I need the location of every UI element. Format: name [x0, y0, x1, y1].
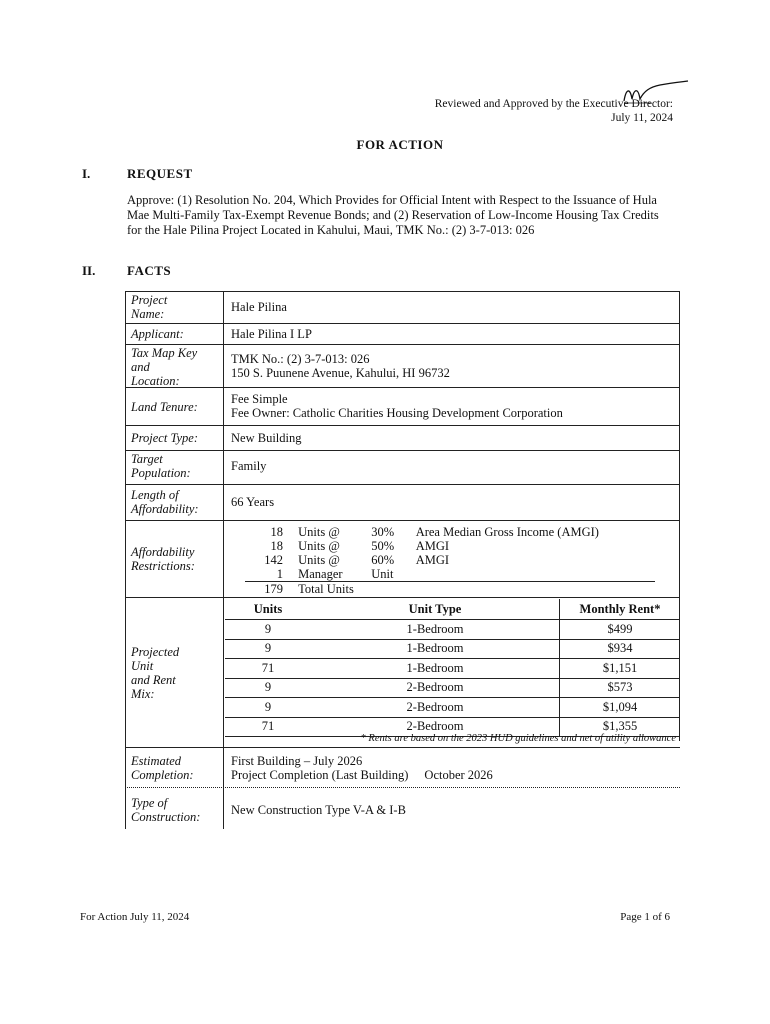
project-type-label: Project Type: — [131, 431, 198, 445]
approval-line: Reviewed and Approved by the Executive Director: — [434, 98, 673, 110]
section-title-request: REQUEST — [127, 166, 193, 181]
monthly-rent-header: Monthly Rent* — [560, 599, 681, 620]
unit-type-cell: 1-Bedroom — [311, 639, 560, 659]
table-row — [225, 620, 680, 640]
unit-type-cell: 2-Bedroom — [311, 698, 560, 718]
unit-type-cell: 1-Bedroom — [311, 659, 560, 679]
rent-cell: $1,094 — [560, 698, 681, 718]
table-row — [225, 698, 680, 718]
signature-icon — [620, 79, 690, 107]
request-body: Approve: (1) Resolution No. 204, Which Provides for Official Intent with Respect to the Issuance of Hula Mae Multi-Family Tax-Exempt Revenue Bonds; and (2) Reservation of Low-Income Housing Tax Credits for the Hale Pilina Project Located in Kahului, Maui, TMK No.: (2) 3-7-013: 026 — [127, 193, 659, 238]
construction-label: Type of Construction: — [131, 796, 201, 824]
applicant-value: Hale Pilina I LP — [231, 327, 312, 341]
facts-table — [125, 291, 680, 829]
unit-type-header: Unit Type — [311, 599, 560, 620]
rent-cell: $934 — [560, 639, 681, 659]
table-row — [225, 659, 680, 679]
units-cell: 9 — [225, 620, 311, 640]
units-cell: 9 — [225, 698, 311, 718]
affordability-row: 1 Manager Unit — [276, 567, 394, 581]
footer-page-number: Page 1 of 6 — [620, 911, 670, 923]
page-title: FOR ACTION — [356, 137, 444, 152]
completion-label: Estimated Completion: — [131, 754, 194, 782]
length-label: Length of Affordability: — [131, 488, 199, 516]
rent-footnote: * Rents are based on the 2023 HUD guidelines and net of utility allowance — [360, 733, 676, 744]
tax-map-value: TMK No.: (2) 3-7-013: 026 150 S. Puunene Avenue, Kahului, HI 96732 — [231, 352, 450, 380]
units-cell: 71 — [225, 659, 311, 679]
length-value: 66 Years — [231, 495, 275, 509]
construction-value: New Construction Type V-A & I-B — [231, 803, 406, 817]
footer-left: For Action July 11, 2024 — [80, 911, 190, 923]
rent-cell: $499 — [560, 620, 681, 640]
completion-value: First Building – July 2026 Project Completion (Last Building) October 2026 — [231, 754, 493, 782]
rent-cell: $1,151 — [560, 659, 681, 679]
unit-type-cell: 2-Bedroom — [311, 678, 560, 698]
rent-cell: $1,355 — [560, 717, 681, 737]
section-number-request: I. — [82, 166, 91, 181]
affordability-total-row: 179 Total Units — [264, 582, 354, 596]
approval-date: July 11, 2024 — [611, 112, 673, 124]
affordability-row: 18 Units @ 50% AMGI — [270, 539, 450, 553]
target-population-value: Family — [231, 459, 267, 473]
target-population-label: Target Population: — [131, 452, 191, 480]
units-cell: 9 — [225, 678, 311, 698]
section-title-facts: FACTS — [127, 263, 172, 278]
rent-mix-label: Projected Unit and Rent Mix: — [131, 645, 180, 701]
section-number-facts: II. — [82, 263, 96, 278]
units-cell: 9 — [225, 639, 311, 659]
rent-table-header — [225, 599, 680, 620]
land-tenure-value: Fee Simple Fee Owner: Catholic Charities Housing Development Corporation — [231, 392, 563, 420]
project-name-label: Project Name: — [131, 293, 168, 321]
rent-cell: $573 — [560, 678, 681, 698]
land-tenure-label: Land Tenure: — [131, 400, 198, 414]
units-header: Units — [225, 599, 311, 620]
tax-map-label: Tax Map Key and Location: — [131, 346, 198, 388]
applicant-label: Applicant: — [131, 327, 184, 341]
rent-mix-table — [225, 599, 680, 737]
affordability-row: 142 Units @ 60% AMGI — [264, 553, 450, 567]
table-row — [225, 678, 680, 698]
affordability-row: 18 Units @ 30% Area Median Gross Income (AMGI) — [270, 525, 599, 539]
affordability-label: Affordability Restrictions: — [131, 545, 195, 573]
unit-type-cell: 1-Bedroom — [311, 620, 560, 640]
project-type-value: New Building — [231, 431, 302, 445]
units-cell: 71 — [225, 717, 311, 737]
project-name-value: Hale Pilina — [231, 300, 287, 314]
table-row — [225, 639, 680, 659]
unit-type-cell: 2-Bedroom — [311, 717, 560, 737]
